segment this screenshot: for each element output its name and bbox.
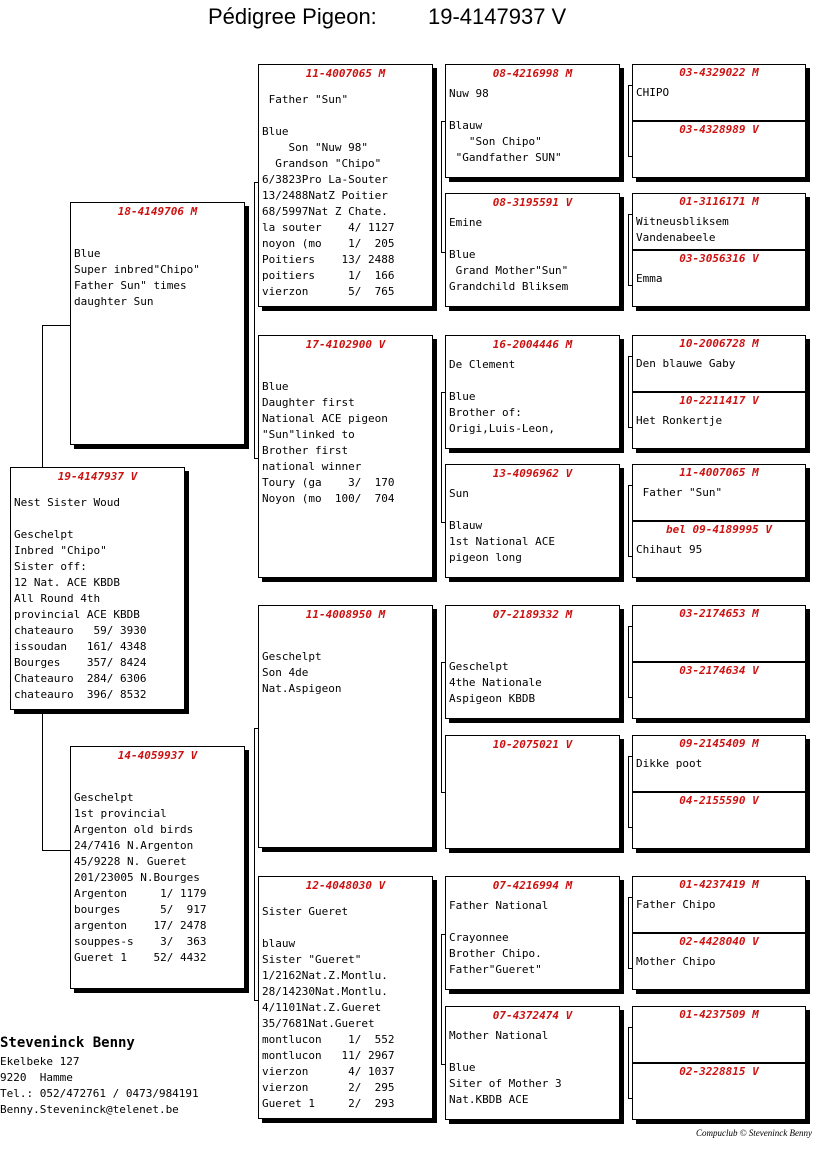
owner-contact	[0, 1055, 260, 1119]
great-grandparent-notes	[449, 357, 617, 437]
text-line: Grandchild Bliksem	[449, 280, 569, 293]
great-grandparent-card	[445, 464, 620, 578]
text-line	[449, 231, 617, 247]
text-line: Argenton 1/ 1179	[74, 887, 207, 900]
gg-grandparent-notes	[636, 954, 803, 970]
gg-grandparent-ring: bel 09-4189995 V	[666, 523, 772, 536]
text-line: Son "Nuw 98"	[262, 141, 368, 154]
text-line: National ACE pigeon	[262, 412, 388, 425]
text-line: Blue	[262, 125, 289, 138]
gg-grandparent-ring: 10-2006728 M	[679, 337, 759, 350]
text-line: Bourges 357/ 8424	[14, 656, 147, 669]
text-line: 45/9228 N. Gueret	[74, 855, 187, 868]
text-line: Dikke poot	[636, 757, 703, 770]
text-line: Chihaut 95	[636, 543, 703, 556]
gg-grandparent-ring: 01-4237419 M	[679, 878, 759, 891]
grandparent-ring: 11-4007065 M	[305, 67, 386, 80]
text-line: montlucon 11/ 2967	[262, 1049, 395, 1062]
text-line: "Son Chipo"	[449, 135, 542, 148]
gg-grandparent-ring: 09-2145409 M	[679, 737, 759, 750]
gg-grandparent-card	[632, 250, 806, 307]
subject-card	[10, 467, 185, 710]
text-line: Blue	[449, 390, 476, 403]
text-line: Brother of:	[449, 406, 522, 419]
gg-grandparent-card	[632, 662, 806, 719]
grandparent-card	[258, 335, 433, 578]
text-line: Tel.: 052/472761 / 0473/984191	[0, 1087, 199, 1100]
text-line: blauw	[262, 937, 296, 950]
text-line: 201/23005 N.Bourges	[74, 871, 200, 884]
owner-name: Steveninck Benny	[0, 1035, 135, 1051]
mother-ring: 14-4059937 V	[117, 749, 198, 762]
text-line: pigeon long	[449, 551, 522, 564]
text-line	[74, 230, 242, 246]
gg-grandparent-notes	[636, 756, 803, 772]
text-line: Brother first	[262, 444, 349, 457]
grandparent-notes	[262, 633, 430, 697]
text-line: Chateauro 284/ 6306	[14, 672, 147, 685]
text-line: Son 4de	[262, 666, 309, 679]
text-line: Daughter first	[262, 396, 355, 409]
subject-ring: 19-4147937 V	[57, 470, 138, 483]
text-line: Benny.Steveninck@telenet.be	[0, 1103, 179, 1116]
text-line: Den blauwe Gaby	[636, 357, 736, 370]
text-line: 6/3823Pro La-Souter	[262, 173, 388, 186]
grandparent-ring: 11-4008950 M	[305, 608, 386, 621]
text-line	[449, 502, 617, 518]
gg-grandparent-card	[632, 193, 806, 250]
text-line: Sister Gueret	[262, 905, 349, 918]
text-line: Mother National	[449, 1029, 549, 1042]
text-line: "Sun"linked to	[262, 428, 355, 441]
great-grandparent-card	[445, 64, 620, 178]
text-line: 28/14230Nat.Montlu.	[262, 985, 388, 998]
mother-notes	[74, 774, 242, 966]
grandparent-notes	[262, 92, 430, 300]
great-grandparent-card	[445, 876, 620, 990]
text-line: Toury (ga 3/ 170	[262, 476, 395, 489]
text-line: Noyon (mo 100/ 704	[262, 492, 395, 505]
gg-grandparent-notes	[636, 485, 803, 501]
grandparent-card	[258, 605, 433, 848]
text-line: Gueret 1 52/ 4432	[74, 951, 207, 964]
text-line: Nat.Aspigeon	[262, 682, 342, 695]
text-line: Super inbred"Chipo"	[74, 263, 200, 276]
text-line: "Gandfather SUN"	[449, 151, 562, 164]
great-grandparent-card	[445, 193, 620, 307]
gg-grandparent-notes	[636, 542, 803, 558]
text-line: Blauw	[449, 519, 483, 532]
gg-grandparent-ring: 03-4328989 V	[679, 123, 759, 136]
great-grandparent-notes	[449, 1028, 617, 1108]
great-grandparent-card	[445, 605, 620, 719]
text-line: 13/2488NatZ Poitier	[262, 189, 388, 202]
text-line: Blue	[74, 247, 101, 260]
text-line: Grandson "Chipo"	[262, 157, 382, 170]
text-line: Blue	[449, 248, 476, 261]
great-grandparent-ring: 07-4372474 V	[492, 1009, 573, 1022]
gg-grandparent-card	[632, 64, 806, 121]
great-grandparent-notes	[449, 643, 617, 707]
great-grandparent-notes	[449, 486, 617, 566]
father-notes	[74, 230, 242, 310]
text-line: Crayonnee	[449, 931, 509, 944]
text-line: Brother Chipo.	[449, 947, 542, 960]
text-line	[262, 108, 430, 124]
text-line: Father National	[449, 899, 549, 912]
text-line	[449, 102, 617, 118]
title-label: Pédigree Pigeon:	[208, 4, 377, 29]
title-ring: 19-4147937 V	[428, 4, 567, 29]
text-line: bourges 5/ 917	[74, 903, 207, 916]
grandparent-notes	[262, 363, 430, 507]
great-grandparent-ring: 10-2075021 V	[492, 738, 573, 751]
gg-grandparent-card	[632, 392, 806, 449]
text-line: poitiers 1/ 166	[262, 269, 395, 282]
text-line: Nuw 98	[449, 87, 489, 100]
text-line: CHIPO	[636, 86, 670, 99]
great-grandparent-card	[445, 335, 620, 449]
text-line: Blauw	[449, 119, 483, 132]
grandparent-ring: 12-4048030 V	[305, 879, 386, 892]
footer-credit: Compuclub © Steveninck Benny	[695, 1128, 812, 1138]
gg-grandparent-ring: 02-3228815 V	[679, 1065, 759, 1078]
text-line: chateauro 396/ 8532	[14, 688, 147, 701]
great-grandparent-ring: 07-2189332 M	[492, 608, 573, 621]
text-line: Ekelbeke 127	[0, 1055, 80, 1068]
text-line: national winner	[262, 460, 362, 473]
gg-grandparent-card	[632, 121, 806, 178]
text-line: daughter Sun	[74, 295, 154, 308]
text-line: 4/1101Nat.Z.Gueret	[262, 1001, 382, 1014]
grandparent-ring: 17-4102900 V	[305, 338, 386, 351]
text-line: 1/2162Nat.Z.Montlu.	[262, 969, 388, 982]
text-line	[74, 774, 242, 790]
gg-grandparent-notes	[636, 413, 803, 429]
text-line: Origi,Luis-Leon,	[449, 422, 555, 435]
great-grandparent-notes	[449, 215, 617, 295]
gg-grandparent-card	[632, 735, 806, 792]
gg-grandparent-card	[632, 1006, 806, 1063]
text-line: Witneusbliksem	[636, 215, 729, 228]
text-line: 1st provincial	[74, 807, 167, 820]
text-line: Emma	[636, 272, 663, 285]
text-line: Blue	[449, 1061, 476, 1074]
gg-grandparent-ring: 11-4007065 M	[679, 466, 759, 479]
gg-grandparent-notes	[636, 214, 803, 246]
gg-grandparent-notes	[636, 897, 803, 913]
grandparent-card	[258, 64, 433, 307]
text-line: Mother Chipo	[636, 955, 716, 968]
text-line: noyon (mo 1/ 205	[262, 237, 395, 250]
great-grandparent-ring: 13-4096962 V	[492, 467, 573, 480]
text-line: Grand Mother"Sun"	[449, 264, 569, 277]
text-line: 68/5997Nat Z Chate.	[262, 205, 388, 218]
text-line: Argenton old birds	[74, 823, 194, 836]
great-grandparent-notes	[449, 86, 617, 166]
gg-grandparent-ring: 03-2174653 M	[679, 607, 759, 620]
owner-info	[0, 1035, 260, 1119]
text-line: Aspigeon KBDB	[449, 692, 536, 705]
great-grandparent-card	[445, 735, 620, 849]
text-line: Father "Sun"	[262, 93, 349, 106]
text-line	[449, 1044, 617, 1060]
gg-grandparent-card	[632, 464, 806, 521]
text-line: Sister off:	[14, 560, 87, 573]
gg-grandparent-ring: 01-3116171 M	[679, 195, 759, 208]
gg-grandparent-card	[632, 876, 806, 933]
gg-grandparent-ring: 03-2174634 V	[679, 664, 759, 677]
text-line: 35/7681Nat.Gueret	[262, 1017, 375, 1030]
text-line: Sun	[449, 487, 469, 500]
grandparent-notes	[262, 904, 430, 1112]
text-line	[262, 920, 430, 936]
great-grandparent-card	[445, 1006, 620, 1120]
text-line	[449, 643, 617, 659]
text-line: 1st National ACE	[449, 535, 555, 548]
text-line: issoudan 161/ 4348	[14, 640, 147, 653]
text-line: Sister "Gueret"	[262, 953, 362, 966]
great-grandparent-notes	[449, 898, 617, 978]
gg-grandparent-notes	[636, 271, 803, 287]
text-line: Vandenabeele	[636, 231, 716, 244]
text-line	[262, 633, 430, 649]
text-line: 4the Nationale	[449, 676, 542, 689]
great-grandparent-ring: 08-3195591 V	[492, 196, 573, 209]
text-line: All Round 4th	[14, 592, 101, 605]
gg-grandparent-notes	[636, 356, 803, 372]
subject-notes	[14, 495, 182, 703]
gg-grandparent-card	[632, 521, 806, 578]
text-line: Geschelpt	[262, 650, 322, 663]
gg-grandparent-ring: 10-2211417 V	[679, 394, 759, 407]
text-line: montlucon 1/ 552	[262, 1033, 395, 1046]
text-line: vierzon 4/ 1037	[262, 1065, 395, 1078]
text-line: vierzon 5/ 765	[262, 285, 395, 298]
gg-grandparent-notes	[636, 85, 803, 101]
great-grandparent-ring: 16-2004446 M	[492, 338, 573, 351]
text-line: Father"Gueret"	[449, 963, 542, 976]
gg-grandparent-ring: 01-4237509 M	[679, 1008, 759, 1021]
father-card	[70, 202, 245, 445]
text-line: Poitiers 13/ 2488	[262, 253, 395, 266]
father-ring: 18-4149706 M	[117, 205, 198, 218]
gg-grandparent-ring: 03-3056316 V	[679, 252, 759, 265]
gg-grandparent-ring: 02-4428040 V	[679, 935, 759, 948]
gg-grandparent-ring: 04-2155590 V	[679, 794, 759, 807]
text-line: 24/7416 N.Argenton	[74, 839, 194, 852]
text-line: Emine	[449, 216, 483, 229]
text-line: Het Ronkertje	[636, 414, 723, 427]
gg-grandparent-card	[632, 1063, 806, 1120]
text-line: Geschelpt	[14, 528, 74, 541]
text-line: 9220 Hamme	[0, 1071, 73, 1084]
great-grandparent-ring: 07-4216994 M	[492, 879, 573, 892]
great-grandparent-ring: 08-4216998 M	[492, 67, 573, 80]
text-line: chateauro 59/ 3930	[14, 624, 147, 637]
text-line: vierzon 2/ 295	[262, 1081, 395, 1094]
text-line: Blue	[262, 380, 289, 393]
text-line	[262, 363, 430, 379]
text-line	[14, 511, 182, 527]
gg-grandparent-card	[632, 933, 806, 990]
text-line: De Clement	[449, 358, 516, 371]
grandparent-card	[258, 876, 433, 1119]
text-line: Geschelpt	[74, 791, 134, 804]
page-title	[0, 4, 816, 34]
text-line: Nest Sister Woud	[14, 496, 120, 509]
text-line: souppes-s 3/ 363	[74, 935, 207, 948]
text-line: provincial ACE KBDB	[14, 608, 140, 621]
text-line: 12 Nat. ACE KBDB	[14, 576, 120, 589]
text-line: Gueret 1 2/ 293	[262, 1097, 395, 1110]
gg-grandparent-card	[632, 792, 806, 849]
text-line: Father Chipo	[636, 898, 716, 911]
text-line: Inbred "Chipo"	[14, 544, 107, 557]
gg-grandparent-card	[632, 335, 806, 392]
mother-card	[70, 746, 245, 989]
text-line	[449, 373, 617, 389]
text-line: Siter of Mother 3	[449, 1077, 562, 1090]
text-line: Geschelpt	[449, 660, 509, 673]
text-line: Nat.KBDB ACE	[449, 1093, 529, 1106]
text-line: argenton 17/ 2478	[74, 919, 207, 932]
text-line	[449, 914, 617, 930]
gg-grandparent-card	[632, 605, 806, 662]
text-line: Father "Sun"	[636, 486, 723, 499]
text-line: Father Sun" times	[74, 279, 187, 292]
text-line: la souter 4/ 1127	[262, 221, 395, 234]
gg-grandparent-ring: 03-4329022 M	[679, 66, 759, 79]
